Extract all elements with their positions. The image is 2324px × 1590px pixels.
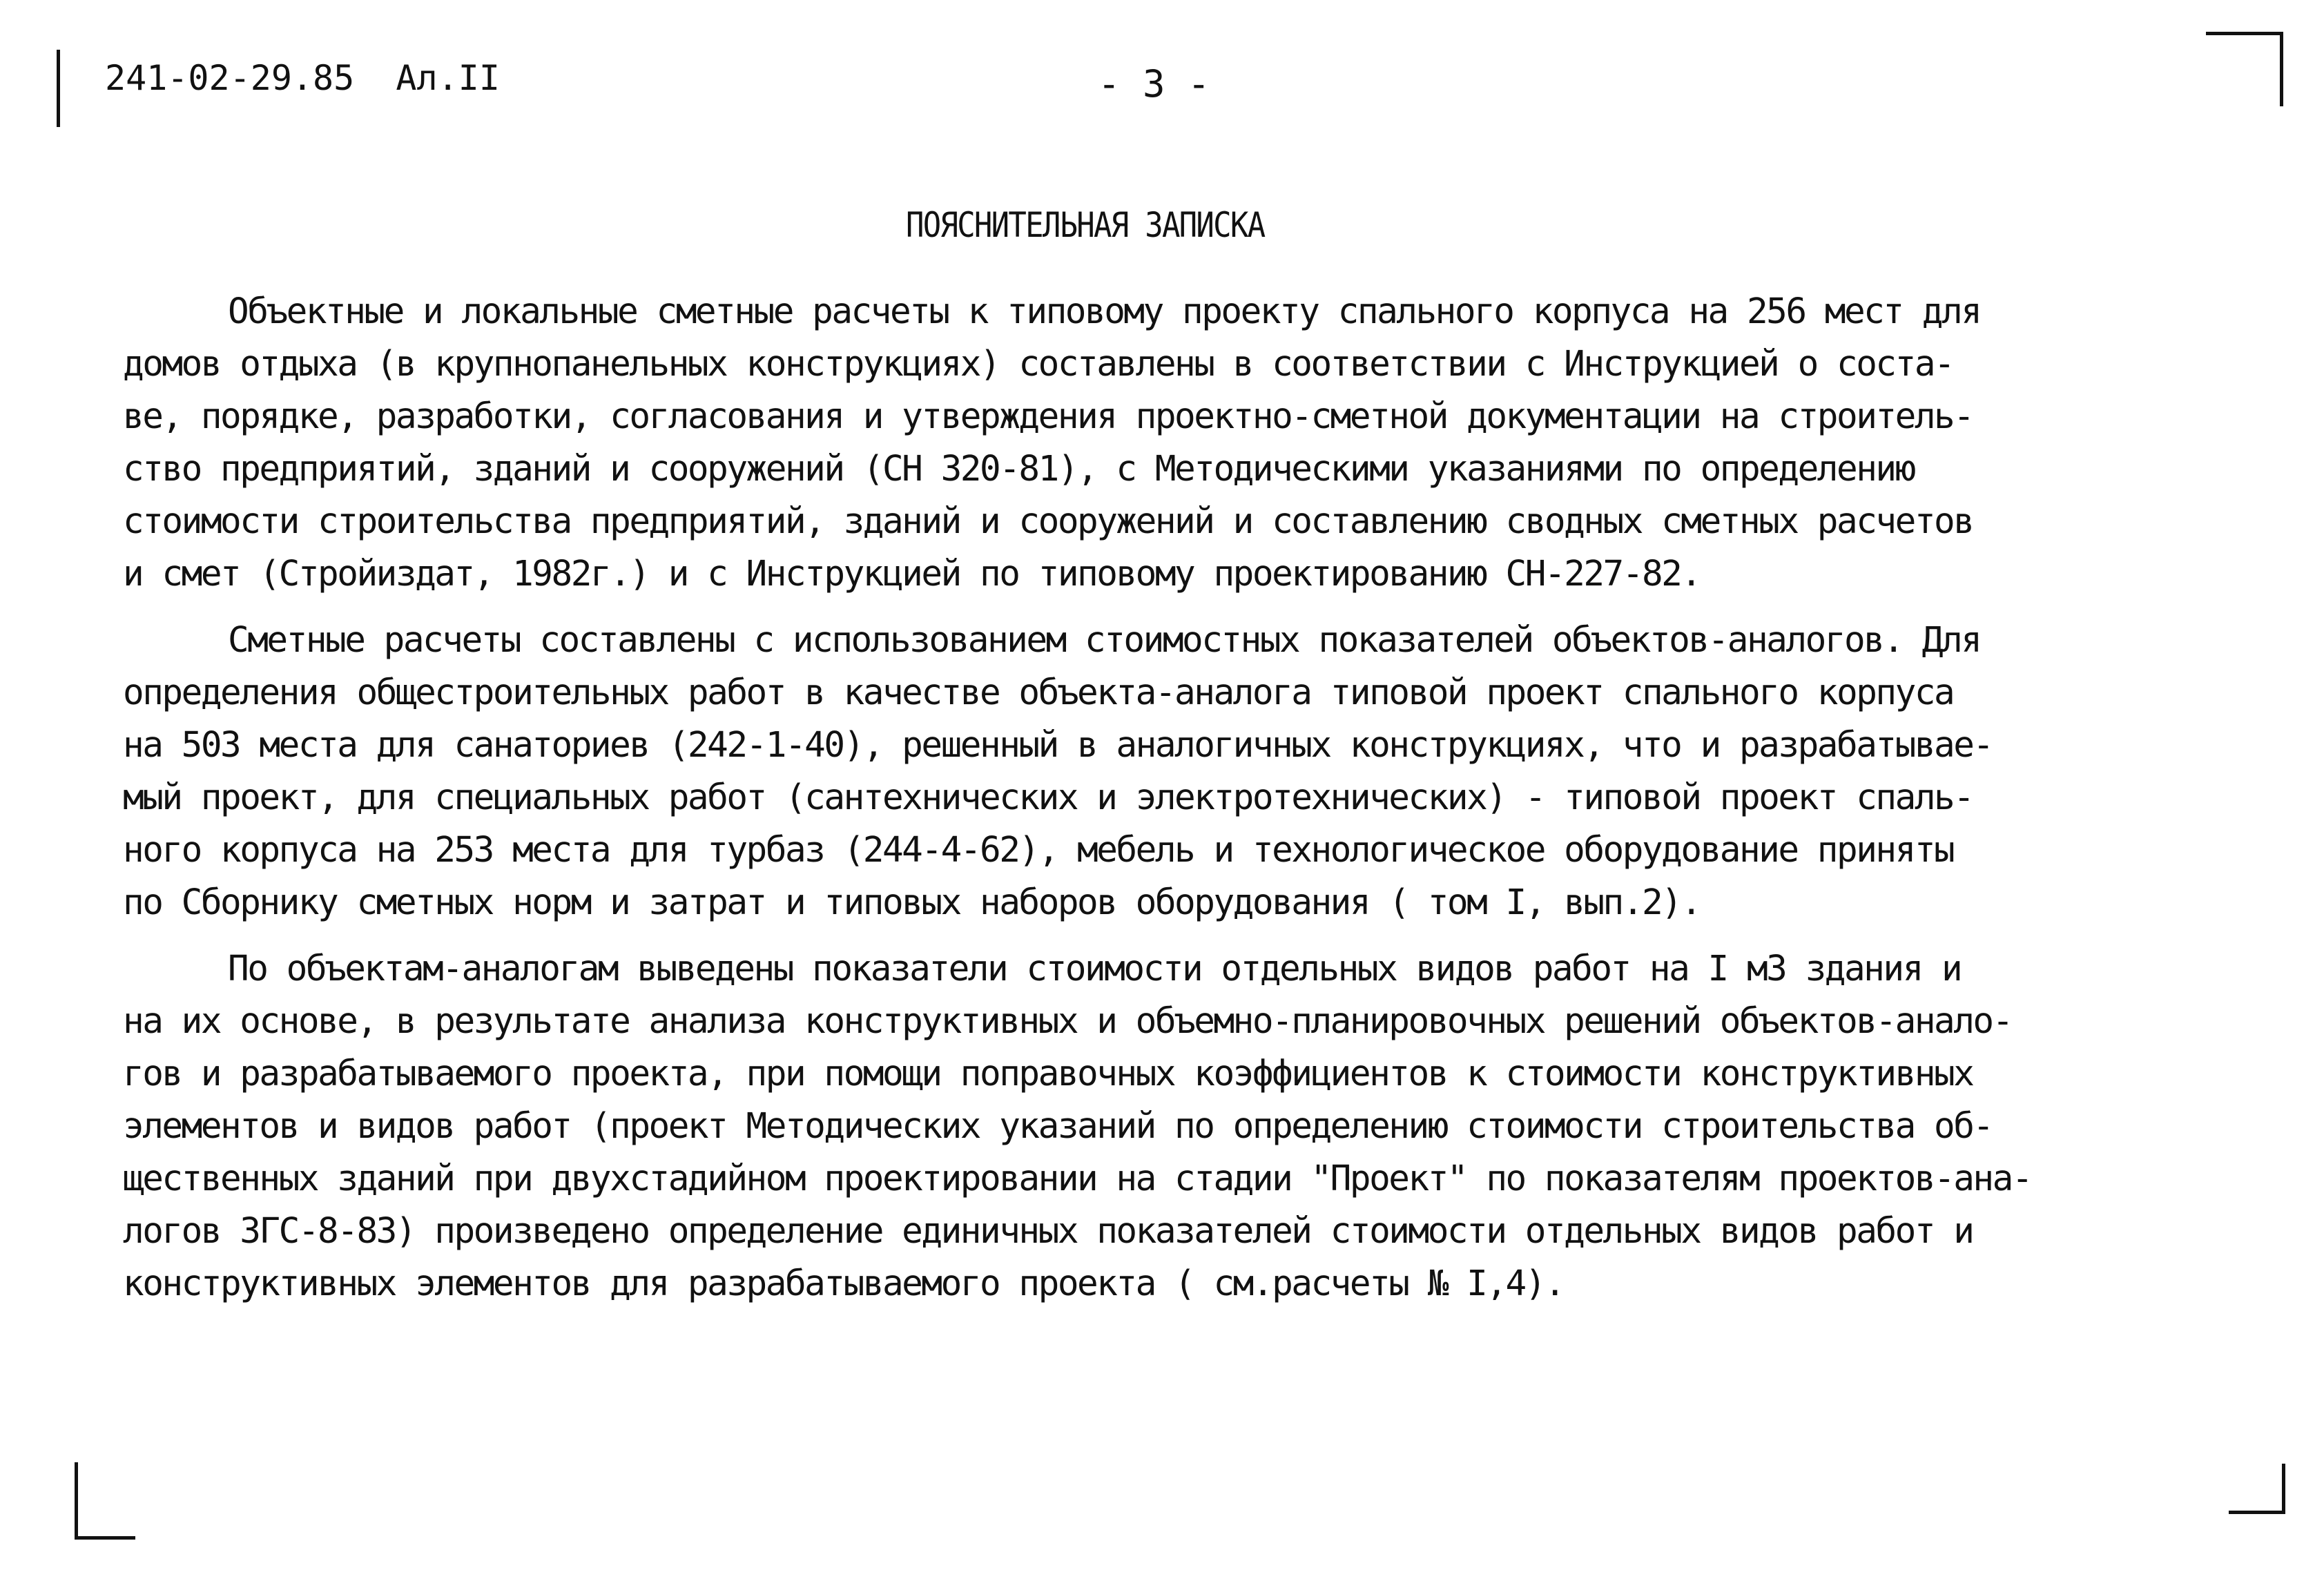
- document-title: ПОЯСНИТЕЛЬНАЯ ЗАПИСКА: [906, 205, 1265, 245]
- text-line: логов ЗГС-8-83) произведено определение единичных показателей стоимости отдельных видов работ и: [123, 1211, 1973, 1252]
- text-line: Объектные и локальные сметные расчеты к типовому проекту спального корпуса на 256 мест для: [228, 291, 1981, 332]
- text-line: стоимости строительства предприятий, зданий и сооружений и составлению сводных сметных расчетов: [123, 501, 1973, 542]
- text-line: и смет (Стройиздат, 1982г.) и с Инструкцией по типовому проектированию СН-227-82.: [123, 554, 1701, 594]
- crop-mark-bottom-left-vertical: [75, 1462, 78, 1540]
- paragraph-3: [123, 943, 2201, 1310]
- text-line: По объектам-аналогам выведены показатели стоимости отдельных видов работ на I м3 здания и: [228, 949, 1962, 989]
- text-line: на их основе, в результате анализа конструктивных и объемно-планировочных решений объектов-анало-: [123, 1001, 2012, 1042]
- paragraph-2: [123, 614, 2201, 929]
- text-line: по Сборнику сметных норм и затрат и типовых наборов оборудования ( том I, вып.2).: [123, 882, 1701, 923]
- text-line: мый проект, для специальных работ (сантехнических и электротехнических) - типовой проект спаль-: [123, 777, 1973, 818]
- crop-mark-top-left: [57, 50, 60, 127]
- crop-mark-top-right-vertical: [2280, 32, 2283, 106]
- page-number: - 3 -: [1098, 62, 1210, 106]
- crop-mark-top-right-horizontal: [2206, 32, 2283, 35]
- text-line: Сметные расчеты составлены с использованием стоимостных показателей объектов-аналогов. Для: [228, 620, 1981, 661]
- body-text: [123, 286, 2201, 1324]
- text-line: ство предприятий, зданий и сооружений (СН 320-81), с Методическими указаниями по определению: [123, 449, 1915, 489]
- text-line: щественных зданий при двухстадийном проектировании на стадии "Проект" по показателям проектов-ана-: [123, 1158, 2032, 1199]
- text-line: домов отдыха (в крупнопанельных конструкциях) составлены в соответствии с Инструкцией о соста-: [123, 344, 1954, 385]
- text-line: ного корпуса на 253 места для турбаз (244-4-62), мебель и технологическое оборудование приняты: [123, 830, 1954, 871]
- text-line: гов и разрабатываемого проекта, при помощи поправочных коэффициентов к стоимости конструктивных: [123, 1054, 1973, 1094]
- text-line: определения общестроительных работ в качестве объекта-аналога типовой проект спального корпуса: [123, 672, 1954, 713]
- crop-mark-bottom-left-horizontal: [75, 1536, 135, 1540]
- text-line: конструктивных элементов для разрабатываемого проекта ( см.расчеты № I,4).: [123, 1263, 1565, 1304]
- paragraph-1: [123, 286, 2201, 601]
- document-code: 241-02-29.85 Ал.II: [105, 58, 500, 98]
- text-line: элементов и видов работ (проект Методических указаний по определению стоимости строительства об-: [123, 1106, 1993, 1147]
- text-line: ве, порядке, разработки, согласования и утверждения проектно-сметной документации на строитель-: [123, 396, 1973, 437]
- crop-mark-bottom-right-horizontal: [2229, 1511, 2285, 1514]
- text-line: на 503 места для санаториев (242-1-40), решенный в аналогичных конструкциях, что и разрабатывае-: [123, 725, 1993, 766]
- crop-mark-bottom-right-vertical: [2282, 1464, 2285, 1513]
